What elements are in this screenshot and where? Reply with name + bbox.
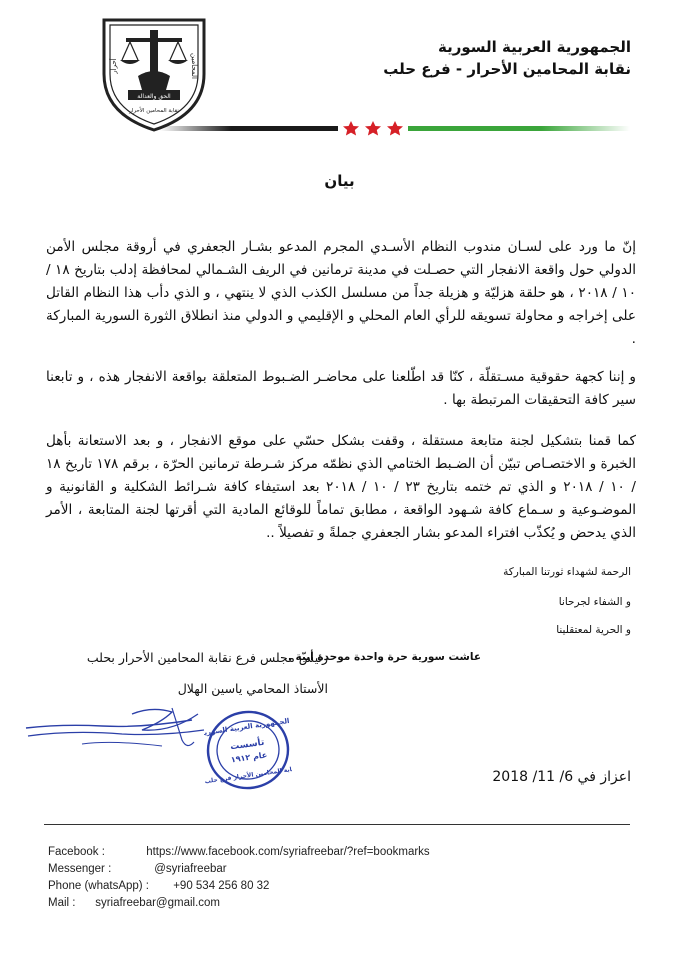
facebook-link[interactable]: https://www.facebook.com/syriafreebar/?ref=bookmarks — [146, 846, 430, 858]
contact-label: Phone (whatsApp) : — [48, 880, 150, 892]
green-stripe — [408, 126, 630, 131]
organization-name: نقابة المحامين الأحرار - فرع حلب — [383, 60, 631, 78]
signer-name: الأستاذ المحامي ياسين الهلال — [177, 681, 328, 696]
contact-info — [48, 844, 430, 912]
body-paragraph-3: كما قمنا بتشكيل لجنة متابعة مستقلة ، وقفت بشكل حسّي على موقع الانفجار ، و بعد الاستعانة بأهل الخبرة و الاختصـاص تبيّن أن الضـبط الختامي الذي نظمّه مركز شـرطة ترمانين الحرّة ، برقم ١٧٨ تاريخ ١٨ / ١٠ / ٢٠١٨ و الذي تم ختمه بتاريخ ٢٣ / ١٠ / ٢٠١٨ بعد استيفاء كافة شـرائط الشكلية و القانونية و الموضـوعية و سـماع كافة شـهود الواقعة ، مطابق تماماً للوقائع المادية التي أقرتها لجنة المتابعة ، الأمر الذي يدحض و يُكذّب افتراء المدعو بشار الجعفري جملةً و تفصيلاً .. — [46, 433, 636, 541]
email-link[interactable]: syriafreebar@gmail.com — [95, 897, 220, 909]
document-date: اعزاز في 6/ 11/ 2018 — [492, 769, 631, 785]
closing-line-martyrs: الرحمة لشهداء ثورتنا المباركة — [503, 566, 631, 578]
logo-bottom-text: نقابة المحامين الأحرار — [129, 108, 179, 114]
footer-divider — [44, 824, 630, 825]
closing-line-wounded: و الشفاء لجرحانا — [558, 596, 631, 608]
contact-messenger — [48, 861, 430, 878]
official-stamp — [204, 707, 292, 793]
closing-slogan: عاشت سورية حرة واحدة موحدة أبيّة . — [287, 651, 481, 663]
header-title — [383, 36, 631, 80]
contact-mail — [48, 895, 430, 912]
black-stripe — [160, 126, 338, 131]
flag-divider — [160, 120, 630, 136]
scales-of-justice-logo-icon — [98, 16, 210, 134]
red-star-2 — [365, 121, 381, 136]
closing-line-detainees: و الحرية لمعتقلينا — [556, 624, 631, 636]
contact-label: Mail : — [48, 897, 76, 909]
official-stamp-icon — [204, 707, 292, 793]
contact-phone — [48, 878, 430, 895]
signature — [22, 700, 212, 760]
signer-title: رئيس مجلس فرع نقابة المحامين الأحرار بحلب — [86, 650, 328, 665]
red-star-1 — [343, 121, 359, 136]
body-paragraph-2: و إننا كجهة حقوقية مسـتقلّة ، كنّا قد اطّلعنا على محاضـر الضـبوط المتعلقة بواقعة الانفجار هذه ، و تابعنا سير كافة التحقيقات المرتبطة بها . — [46, 369, 636, 408]
phone-number[interactable]: +90 534 256 80 32 — [173, 880, 270, 892]
stamp-line-1: الجمهورية العربية السورية — [204, 716, 290, 738]
stamp-line-4: نقابة المحامين الأحرار فرع حلب — [204, 765, 292, 786]
messenger-handle[interactable]: @syriafreebar — [154, 863, 227, 875]
body-paragraph-1: إنّ ما ورد على لسـان مندوب النظام الأسـدي المجرم المدعو بشـار الجعفري في أروقة مجلس الأمن الدولي حول واقعة الانفجار التي حصـلت في مدينة ترمانين في الريف الشـمالي لمحافظة إدلب بتاريخ ١٨ / ١٠ / ٢٠١٨ ، هو حلقة هزليّة و هزيلة جداً من مسلسل الكذب الذي لا ينتهي ، و الذي دأب هذا النظام القاتل على إخراجه و محاولة تسويقه للرأي العام المحلي و الإقليمي و الدولي منذ انطلاق الثورة السورية المباركة . — [46, 239, 636, 347]
logo-ribbon-text: الحق والعدالة — [137, 93, 171, 100]
syrian-revolution-flag-stripe-icon — [160, 120, 630, 136]
contact-label: Messenger : — [48, 863, 112, 875]
statement-heading: بيان — [324, 172, 355, 190]
handwritten-signature-icon — [22, 700, 212, 760]
contact-label: Facebook : — [48, 846, 105, 858]
union-logo — [98, 16, 210, 134]
red-star-3 — [387, 121, 403, 136]
logo-side-text-right: المحامين — [190, 53, 198, 79]
stamp-line-3: عام ١٩١٢ — [230, 750, 268, 765]
stamp-line-2: تأسست — [229, 737, 265, 753]
logo-side-text-left: أحرار — [110, 58, 118, 74]
country-name: الجمهورية العربية السورية — [438, 38, 631, 56]
contact-facebook — [48, 844, 430, 861]
